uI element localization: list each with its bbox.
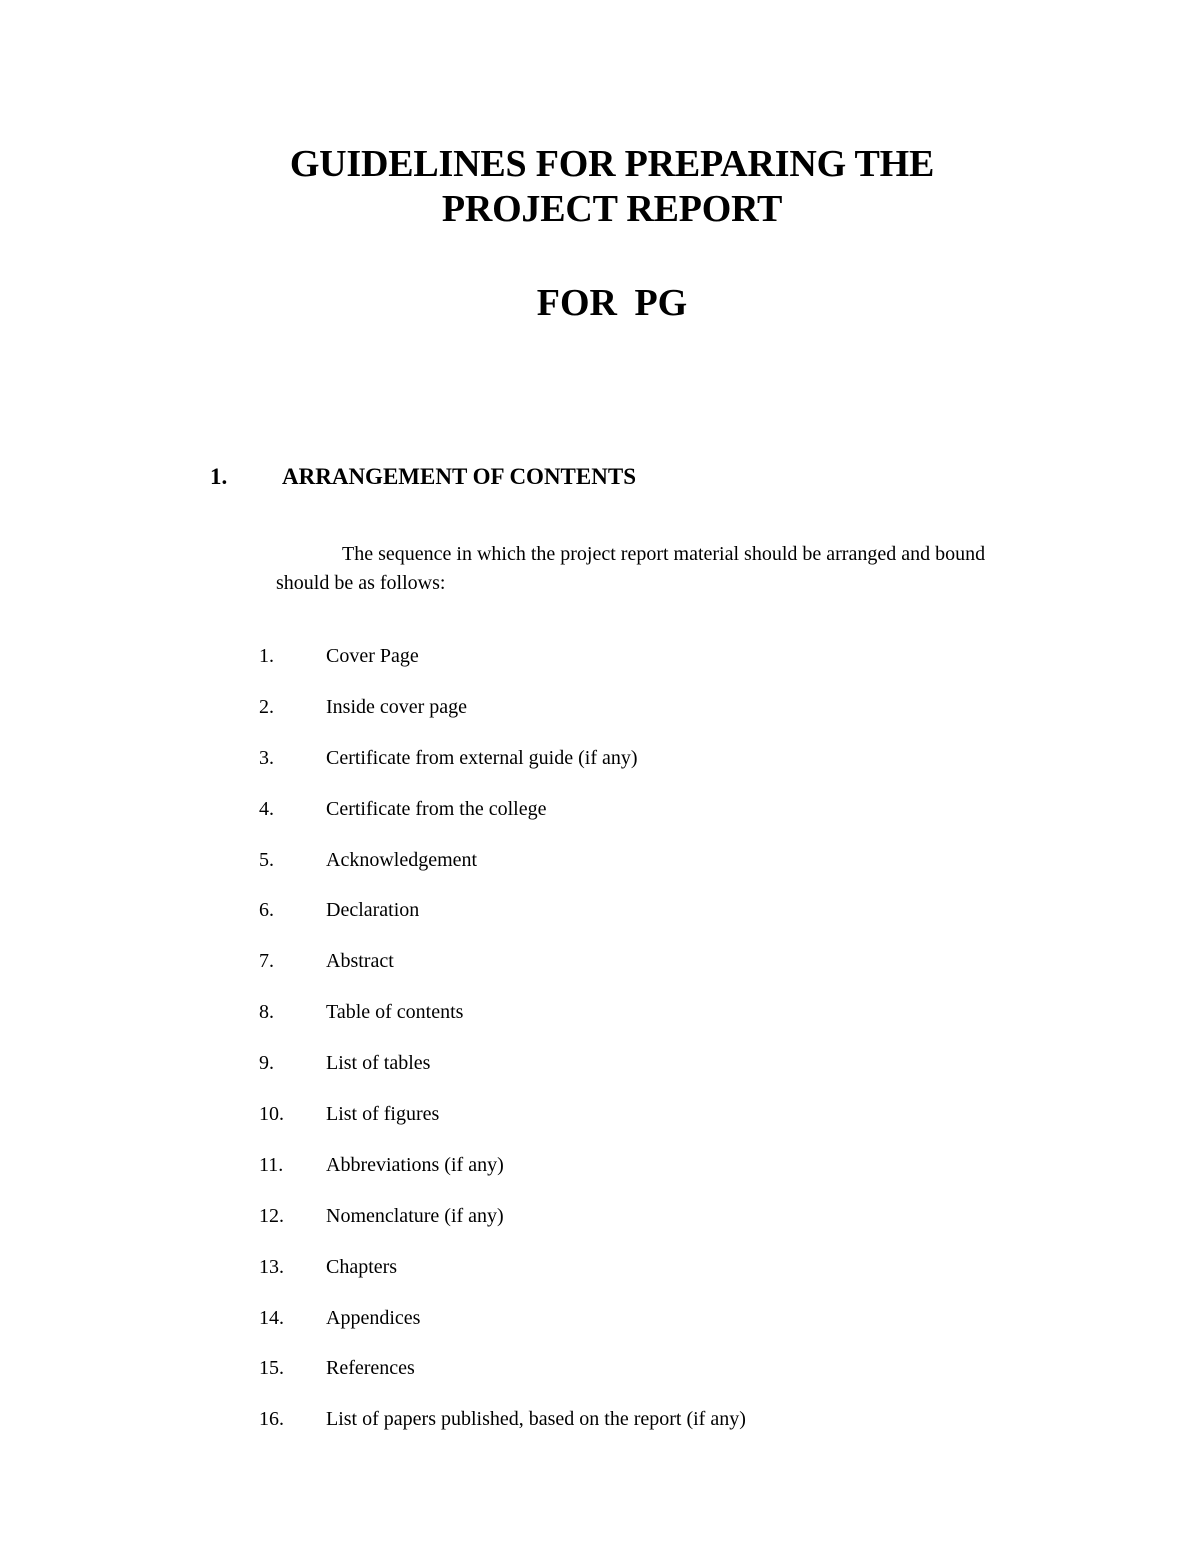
list-item-text: Acknowledgement	[326, 848, 478, 871]
list-item-number: 16.	[259, 1408, 284, 1431]
list-item	[259, 1099, 1059, 1150]
list-item-number: 7.	[259, 950, 274, 973]
list-item-text: Certificate from external guide (if any)	[326, 746, 638, 769]
list-item-text: Cover Page	[326, 645, 419, 667]
list-item	[259, 845, 1059, 896]
list-item-text: Inside cover page	[326, 695, 468, 718]
list-item-text: List of papers published, based on the report (if any)	[326, 1408, 746, 1431]
list-item-number: 8.	[259, 1001, 274, 1024]
list-item-number: 10.	[259, 1103, 284, 1126]
list-item-number: 2.	[259, 695, 274, 718]
list-item-number: 14.	[259, 1306, 284, 1329]
list-item-text: Chapters	[326, 1255, 398, 1278]
list-item-text: Abbreviations (if any)	[326, 1153, 504, 1176]
document-subtitle: FOR PG	[536, 282, 688, 324]
list-item-text: Nomenclature (if any)	[326, 1204, 504, 1227]
list-item-number: 3.	[259, 746, 274, 769]
list-item-number: 4.	[259, 797, 274, 820]
list-item-number: 5.	[259, 848, 274, 871]
list-item-text: Appendices	[326, 1306, 421, 1329]
list-item	[259, 895, 1059, 946]
list-item	[259, 1150, 1059, 1201]
document-title-line-2: PROJECT REPORT	[441, 188, 783, 230]
section-number: 1.	[210, 464, 228, 489]
list-item	[259, 743, 1059, 794]
list-item	[259, 946, 1059, 997]
list-item-number: 15.	[259, 1357, 284, 1380]
section-intro-paragraph: The sequence in which the project report material should be arranged and bound should be as follows:	[276, 543, 986, 594]
list-item-number: 1.	[259, 645, 274, 667]
list-item-number: 9.	[259, 1052, 274, 1075]
list-item	[259, 997, 1059, 1048]
list-item	[259, 1353, 1059, 1404]
list-item-number: 12.	[259, 1204, 284, 1227]
list-item	[259, 1048, 1059, 1099]
list-item-text: Certificate from the college	[326, 797, 547, 820]
list-item-text: Declaration	[326, 899, 420, 922]
list-item-text: List of tables	[326, 1052, 431, 1075]
list-item	[259, 794, 1059, 845]
list-item	[259, 692, 1059, 743]
list-item	[259, 1201, 1059, 1252]
list-item-text: Table of contents	[326, 1001, 464, 1024]
list-item-number: 11.	[259, 1153, 284, 1176]
list-item	[259, 641, 1059, 692]
section-heading: ARRANGEMENT OF CONTENTS	[282, 464, 636, 489]
list-item-text: Abstract	[326, 950, 394, 973]
list-item-text: List of figures	[326, 1103, 440, 1126]
list-item	[259, 1404, 1059, 1455]
document-title-line-1: GUIDELINES FOR PREPARING THE	[289, 143, 935, 185]
list-item	[259, 1303, 1059, 1354]
list-item-number: 6.	[259, 899, 274, 922]
list-item-text: References	[326, 1357, 415, 1380]
list-item	[259, 1252, 1059, 1303]
list-item-number: 13.	[259, 1255, 284, 1278]
contents-list	[259, 641, 1059, 1455]
